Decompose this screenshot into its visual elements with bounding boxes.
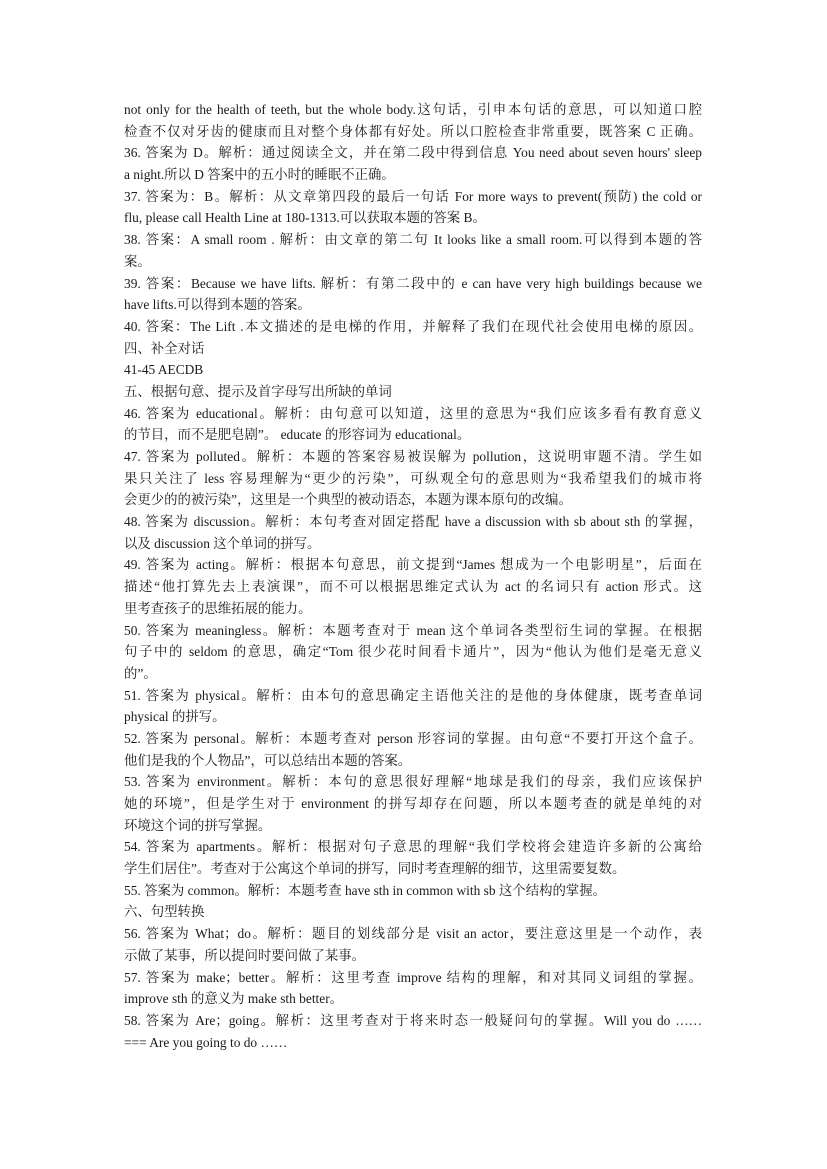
text-line: 描述“他打算先去上表演课”，而不可以根据思维定式认为 act 的名词只有 action 形式。这 bbox=[124, 579, 702, 595]
text-line: 54. 答案为 apartments。解析：根据对句子意思的理解“我们学校将会建造许多新的公寓给 bbox=[124, 839, 702, 855]
text-line: 37. 答案为：B。解析：从文章第四段的最后一句话 For more ways to prevent(预防) the cold or bbox=[124, 188, 702, 204]
text-line: 五、根据句意、提示及首字母写出所缺的单词 bbox=[124, 383, 392, 399]
text-line: 56. 答案为 What；do。解析：题目的划线部分是 visit an actor，要注意这里是一个动作，表 bbox=[124, 926, 702, 942]
text-line: 四、补全对话 bbox=[124, 340, 205, 356]
text-line: have lifts.可以得到本题的答案。 bbox=[124, 297, 311, 313]
text-line: 她的环境”，但是学生对于 environment 的拼写却存在问题，所以本题考查的就是单纯的对 bbox=[124, 796, 702, 811]
text-line: 58. 答案为 Are；going。解析：这里考查对于将来时态一般疑问句的掌握。Will you do …… bbox=[124, 1012, 702, 1028]
text-line: 46. 答案为 educational。解析：由句意可以知道，这里的意思为“我们应该多看有教育意义 bbox=[124, 405, 702, 421]
text-line: 36. 答案为 D。解析：通过阅读全文，并在第二段中得到信息 You need about seven hours' sleep bbox=[124, 145, 702, 161]
text-line: 他们是我的个人物品”，可以总结出本题的答案。 bbox=[124, 752, 412, 768]
text-line: 果只关注了 less 容易理解为“更少的污染”，可纵观全句的意思则为“我希望我们的城市将 bbox=[124, 470, 702, 486]
text-line: not only for the health of teeth, but the whole body.这句话，引申本句话的意思，可以知道口腔 bbox=[124, 102, 702, 117]
text-line: 以及 discussion 这个单词的拼写。 bbox=[124, 535, 321, 551]
text-line: 57. 答案为 make；better。解析：这里考查 improve 结构的理解，和对其同义词组的掌握。 bbox=[124, 969, 702, 985]
text-line: a night.所以 D 答案中的五小时的睡眠不正确。 bbox=[124, 167, 395, 183]
text-line: 案。 bbox=[124, 253, 151, 269]
text-line: 49. 答案为 acting。解析：根据本句意思，前文提到“James 想成为一个电影明星”，后面在 bbox=[124, 557, 702, 573]
text-line: 会更少的的被污染”，这里是一个典型的被动语态，本题为课本原句的改编。 bbox=[124, 492, 572, 508]
text-line: 40. 答案：The Lift .本文描述的是电梯的作用，并解释了我们在现代社会使用电梯的原因。 bbox=[124, 318, 702, 334]
document-page bbox=[124, 99, 702, 1053]
text-line: 里考查孩子的思维拓展的能力。 bbox=[124, 600, 312, 616]
text-line: 学生们居住”。考查对于公寓这个单词的拼写，同时考查理解的细节，这里需要复数。 bbox=[124, 861, 626, 877]
text-line: 39. 答案：Because we have lifts. 解析：有第二段中的 e can have very high buildings because we bbox=[124, 275, 702, 291]
text-line: 句子中的 seldom 的意思，确定“Tom 很少花时间看卡通片”，因为“他认为他们是毫无意义 bbox=[124, 644, 702, 660]
text-line: flu, please call Health Line at 180-1313.可以获取本题的答案 B。 bbox=[124, 210, 486, 226]
text-line: 52. 答案为 personal。解析：本题考查对 person 形容词的掌握。由句意“不要打开这个盒子。 bbox=[124, 730, 702, 746]
text-line: 47. 答案为 polluted。解析：本题的答案容易被误解为 pollution，这说明审题不清。学生如 bbox=[124, 449, 702, 464]
text-line: 53. 答案为 environment。解析：本句的意思很好理解“地球是我们的母亲，我们应该保护 bbox=[124, 774, 702, 790]
text-line: physical 的拼写。 bbox=[124, 709, 226, 725]
text-line: 41-45 AECDB bbox=[124, 362, 204, 378]
text-line: 55. 答案为 common。解析：本题考查 have sth in common with sb 这个结构的掌握。 bbox=[124, 882, 607, 898]
text-line: 的”。 bbox=[124, 665, 157, 681]
text-line: improve sth 的意义为 make sth better。 bbox=[124, 991, 344, 1007]
text-line: 环境这个词的拼写掌握。 bbox=[124, 817, 272, 833]
text-line: === Are you going to do …… bbox=[124, 1034, 288, 1050]
text-line: 50. 答案为 meaningless。解析：本题考查对于 mean 这个单词各类型衍生词的掌握。在根据 bbox=[124, 622, 702, 638]
text-line: 六、句型转换 bbox=[124, 904, 205, 920]
text-line: 检查不仅对牙齿的健康而且对整个身体都有好处。所以口腔检查非常重要，既答案 C 正确。 bbox=[124, 123, 702, 139]
text-line: 38. 答案：A small room . 解析：由文章的第二句 It looks like a small room.可以得到本题的答 bbox=[124, 232, 702, 248]
text-line: 示做了某事，所以提问时要问做了某事。 bbox=[124, 947, 366, 963]
text-line: 51. 答案为 physical。解析：由本句的意思确定主语他关注的是他的身体健康，既考查单词 bbox=[124, 687, 702, 703]
text-line: 48. 答案为 discussion。解析：本句考查对固定搭配 have a discussion with sb about sth 的掌握， bbox=[124, 514, 702, 530]
text-line: 的节目，而不是肥皂剧”。 educate 的形容词为 educational。 bbox=[124, 427, 471, 443]
